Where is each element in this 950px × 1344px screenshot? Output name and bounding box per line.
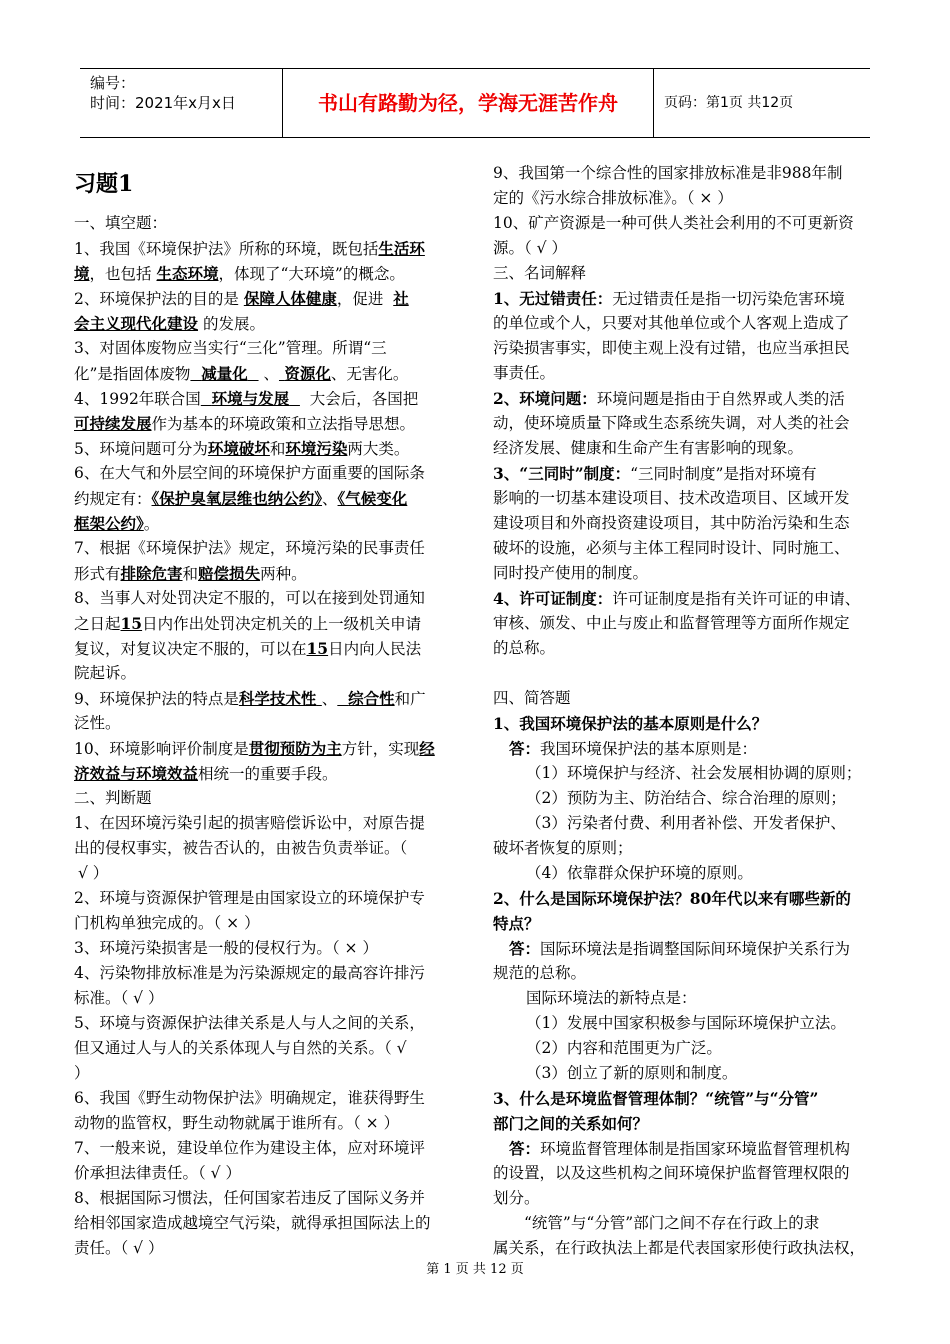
page-title: 习题1 bbox=[74, 171, 134, 197]
question-line: 之日起15日内作出处罚决定机关的上一级机关申请 bbox=[74, 614, 422, 633]
question-line: 6、在大气和外层空间的环境保护方面重要的国际条 bbox=[74, 464, 425, 482]
question-line: 可持续发展作为基本的环境政策和立法指导思想。 bbox=[74, 414, 416, 433]
judge-line: 10、矿产资源是一种可供人类社会利用的不可更新资 bbox=[493, 214, 854, 232]
question-line: 会主义现代化建设 的发展。 bbox=[74, 314, 265, 333]
term-line: 1、无过错责任：无过错责任是指一切污染危害环境 bbox=[493, 289, 845, 308]
judge-line: 出的侵权事实，被告否认的，由被告负责举证。（ bbox=[74, 839, 408, 857]
term-line: 经济发展、健康和生命产生有害影响的现象。 bbox=[493, 439, 804, 457]
term-line: 动，使环境质量下降或生态系统失调，对人类的社会 bbox=[493, 414, 850, 432]
judge-line: 1、在因环境污染引起的损害赔偿诉讼中，对原告提 bbox=[74, 814, 425, 832]
question-line: 7、根据《环境保护法》规定，环境污染的民事责任 bbox=[74, 539, 425, 557]
answer-line: 答：国际环境法是指调整国际间环境保护关系行为 bbox=[509, 939, 851, 958]
answer-line: （2）预防为主、防治结合、综合治理的原则； bbox=[526, 789, 846, 807]
page-header bbox=[80, 68, 870, 138]
question-line: 2、环境保护法的目的是 保障人体健康，促进 社 bbox=[74, 289, 409, 308]
answer-line: 破坏者恢复的原则； bbox=[493, 839, 633, 857]
short-question: 1、我国环境保护法的基本原则是什么？ bbox=[493, 714, 768, 733]
header-page-info: 页码：第1页 共12页 bbox=[664, 95, 794, 111]
question-line: 境，也包括 生态环境，体现了“大环境”的概念。 bbox=[74, 264, 405, 283]
question-line: 5、环境问题可分为环境破坏和环境污染两大类。 bbox=[74, 439, 410, 458]
question-line: 院起诉。 bbox=[74, 664, 137, 682]
term-line: 4、许可证制度：许可证制度是指有关许可证的申请、 bbox=[493, 589, 861, 608]
term-line: 同时投产使用的制度。 bbox=[493, 564, 649, 582]
answer-line: 规范的总称。 bbox=[493, 964, 587, 982]
answer-line: （3）创立了新的原则和制度。 bbox=[526, 1064, 738, 1082]
judge-line: 门机构单独完成的。（ × ） bbox=[74, 914, 260, 932]
judge-line: ） bbox=[74, 1064, 90, 1082]
answer-line: 划分。 bbox=[493, 1189, 540, 1207]
question-line: 1、我国《环境保护法》所称的环境，既包括生活环 bbox=[74, 239, 425, 258]
term-line: 的总称。 bbox=[493, 639, 556, 657]
code-label: 编号： bbox=[90, 74, 136, 92]
judge-line: 4、污染物排放标准是为污染源规定的最高容许排污 bbox=[74, 964, 425, 982]
judge-line: 价承担法律责任。（ √ ） bbox=[74, 1164, 241, 1182]
term-line: 影响的一切基本建设项目、技术改造项目、区域开发 bbox=[493, 489, 850, 507]
answer-line: 属关系，在行政执法上都是代表国家形使行政执法权， bbox=[493, 1239, 866, 1257]
question-line: 4、1992年联合国 环境与发展 大会后，各国把 bbox=[74, 389, 419, 408]
header-motto: 书山有路勤为径，学海无涯苦作舟 bbox=[282, 69, 654, 137]
judge-line: 但又通过人与人的关系体现人与自然的关系。（ √ bbox=[74, 1039, 407, 1057]
section-heading: 四、简答题 bbox=[493, 689, 571, 707]
judge-line: 责任。（ √ ） bbox=[74, 1239, 164, 1257]
judge-line: √ ） bbox=[78, 864, 109, 882]
section-heading: 一、填空题： bbox=[74, 214, 168, 232]
judge-line: 标准。（ √ ） bbox=[74, 989, 164, 1007]
question-line: 约规定有：《保护臭氧层维也纳公约》、《气候变化 bbox=[74, 489, 408, 508]
answer-line: （1）环境保护与经济、社会发展相协调的原则； bbox=[526, 764, 862, 782]
question-line: 10、环境影响评价制度是贯彻预防为主方针，实现经 bbox=[74, 739, 435, 758]
judge-line: 2、环境与资源保护管理是由国家设立的环境保护专 bbox=[74, 889, 425, 907]
short-question: 3、什么是环境监督管理体制？“统管”与“分管” bbox=[493, 1089, 819, 1108]
short-question: 部门之间的关系如何？ bbox=[493, 1114, 649, 1133]
term-line: 的单位或个人，只要对其他单位或个人客观上造成了 bbox=[493, 314, 850, 332]
judge-line: 给相邻国家造成越境空气污染，就得承担国际法上的 bbox=[74, 1214, 431, 1232]
question-line: 9、环境保护法的特点是科学技术性 、 综合性和广 bbox=[74, 689, 426, 708]
answer-line: 的设置，以及这些机构之间环境保护监督管理权限的 bbox=[493, 1164, 850, 1182]
judge-line: 源。（ √ ） bbox=[493, 239, 567, 257]
term-line: 审核、颁发、中止与废止和监督管理等方面所作规定 bbox=[493, 614, 850, 632]
answer-line: （3）污染者付费、利用者补偿、开发者保护、 bbox=[526, 814, 846, 832]
section-heading: 二、判断题 bbox=[74, 789, 152, 807]
page-footer: 第 1 页 共 12 页 bbox=[426, 1262, 524, 1277]
question-line: 济效益与环境效益相统一的重要手段。 bbox=[74, 764, 338, 783]
question-line: 3、对固体废物应当实行“三化”管理。所谓“三 bbox=[74, 339, 387, 357]
answer-line: 答：我国环境保护法的基本原则是： bbox=[509, 739, 758, 758]
judge-line: 9、我国第一个综合性的国家排放标准是非988年制 bbox=[493, 164, 843, 182]
term-line: 2、环境问题：环境问题是指由于自然界或人类的活 bbox=[493, 389, 845, 408]
judge-line: 5、环境与资源保护法律关系是人与人之间的关系， bbox=[74, 1014, 425, 1032]
term-line: 3、“三同时”制度：“三同时制度”是指对环境有 bbox=[493, 464, 817, 483]
judge-line: 8、根据国际习惯法，任何国家若违反了国际义务并 bbox=[74, 1189, 425, 1207]
answer-line: （2）内容和范围更为广泛。 bbox=[526, 1039, 722, 1057]
answer-line: （1）发展中国家积极参与国际环境保护立法。 bbox=[526, 1014, 846, 1032]
question-line: 化”是指固体废物 减量化 、 资源化、无害化。 bbox=[74, 364, 409, 383]
answer-line: （4）依靠群众保护环境的原则。 bbox=[526, 864, 753, 882]
term-line: 污染损害事实，即使主观上没有过错，也应当承担民 bbox=[493, 339, 850, 357]
question-line: 复议，对复议决定不服的，可以在15日内向人民法 bbox=[74, 639, 422, 658]
term-line: 事责任。 bbox=[493, 364, 556, 382]
judge-line: 7、一般来说，建设单位作为建设主体，应对环境评 bbox=[74, 1139, 425, 1157]
question-line: 框架公约》。 bbox=[74, 514, 160, 533]
question-line: 形式有排除危害和赔偿损失两种。 bbox=[74, 564, 307, 583]
date-label: 时间：2021年x月x日 bbox=[90, 94, 236, 112]
answer-line: 答：环境监督管理体制是指国家环境监督管理机构 bbox=[509, 1139, 851, 1158]
short-question: 2、什么是国际环境保护法？80年代以来有哪些新的 bbox=[493, 889, 851, 908]
question-line: 泛性。 bbox=[74, 714, 121, 732]
judge-line: 定的《污水综合排放标准》。（ × ） bbox=[493, 189, 733, 207]
term-line: 建设项目和外商投资建设项目，其中防治污染和生态 bbox=[493, 514, 850, 532]
section-heading: 三、名词解释 bbox=[493, 264, 587, 282]
judge-line: 动物的监管权，野生动物就属于谁所有。（ × ） bbox=[74, 1114, 400, 1132]
header-meta bbox=[80, 69, 282, 137]
answer-line: 国际环境法的新特点是： bbox=[526, 989, 697, 1007]
short-question: 特点？ bbox=[493, 914, 540, 933]
answer-line: “统管”与“分管”部门之间不存在行政上的隶 bbox=[524, 1214, 820, 1232]
judge-line: 6、我国《野生动物保护法》明确规定，谁获得野生 bbox=[74, 1089, 425, 1107]
question-line: 8、当事人对处罚决定不服的，可以在接到处罚通知 bbox=[74, 589, 425, 607]
term-line: 破坏的设施，必须与主体工程同时设计、同时施工、 bbox=[493, 539, 850, 557]
judge-line: 3、环境污染损害是一般的侵权行为。（ × ） bbox=[74, 939, 378, 957]
